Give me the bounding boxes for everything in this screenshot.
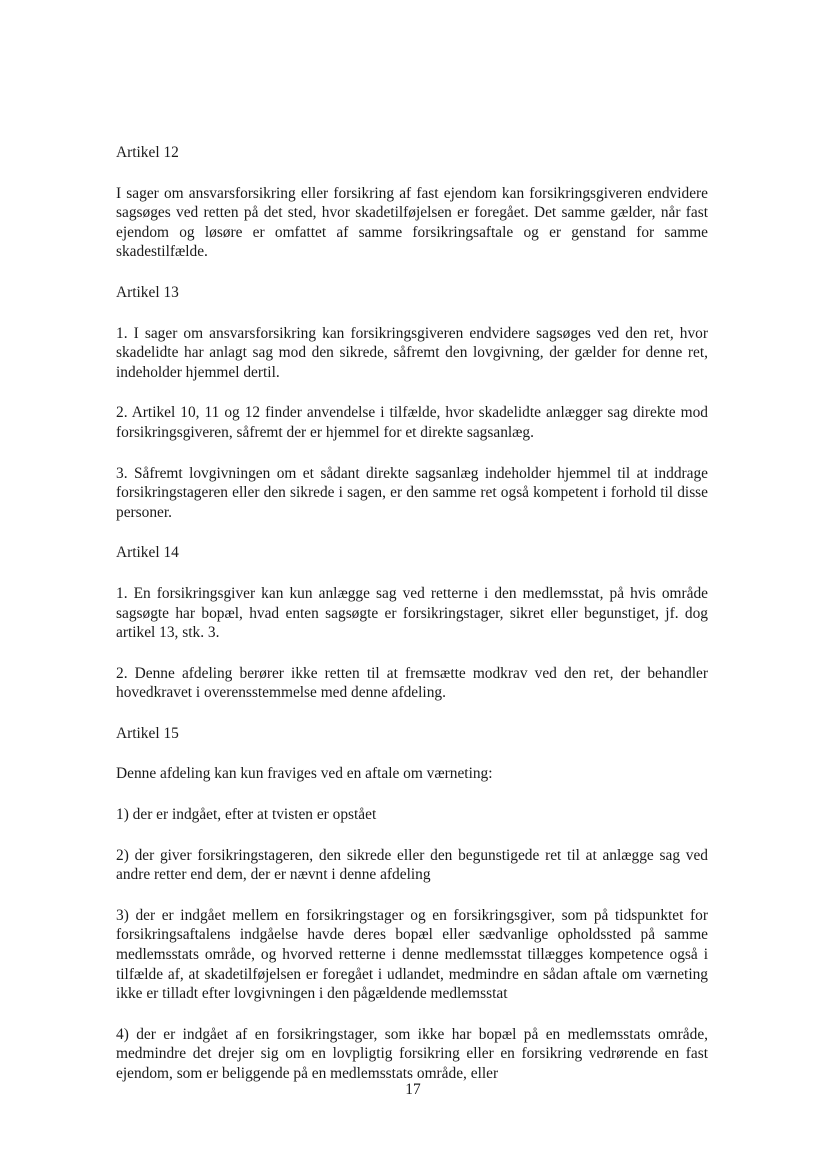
article-13-paragraph-1: 1. I sager om ansvarsforsikring kan forsikringsgiveren endvidere sagsøges ved den ret, hvor skadelidte har anlagt sag mod den sikrede, såfremt den lovgivning, der gælder for denne ret, indeholder hjemmel dertil. (116, 324, 708, 381)
article-15-intro: Denne afdeling kan kun fraviges ved en aftale om værneting: (116, 765, 493, 783)
page-number: 17 (405, 1081, 421, 1098)
article-15-item-1: 1) der er indgået, efter at tvisten er opstået (116, 806, 377, 824)
article-13-heading: Artikel 13 (116, 283, 179, 301)
article-13-paragraph-3: 3. Såfremt lovgivningen om et sådant direkte sagsanlæg indeholder hjemmel til at inddrage forsikringstageren eller den sikrede i sagen, er den samme ret også kompetent i forhold til disse personer. (116, 464, 708, 521)
article-12-paragraph: I sager om ansvarsforsikring eller forsikring af fast ejendom kan forsikringsgiveren endvidere sagsøges ved retten på det sted, hvor skadetilføjelsen er foregået. Det samme gælder, når fast ejendom og løsøre er omfattet af samme forsikringsaftale og er genstand for samme skadestilfælde. (116, 184, 708, 261)
article-14-heading: Artikel 14 (116, 544, 179, 562)
article-13-paragraph-2: 2. Artikel 10, 11 og 12 finder anvendelse i tilfælde, hvor skadelidte anlægger sag direkte mod forsikringsgiveren, såfremt der er hjemmel for et direkte sagsanlæg. (116, 404, 708, 441)
article-14-paragraph-1: 1. En forsikringsgiver kan kun anlægge sag ved retterne i den medlemsstat, på hvis område sagsøgte har bopæl, hvad enten sagsøgte er forsikringstager, sikret eller begunstiget, jf. dog artikel 13, stk. 3. (116, 584, 708, 642)
article-15-item-3: 3) der er indgået mellem en forsikringstager og en forsikringsgiver, som på tidspunktet for forsikringsaftalens indgåelse havde deres bopæl eller sædvanlige opholdssted på samme medlemsstats område, og hvorved retterne i denne medlemsstat tillægges kompetence også i tilfælde af, at skadetilføjelsen er foregået i udlandet, medmindre en sådan aftale om værneting ikke er tilladt efter lovgivningen i den pågældende medlemsstat (116, 906, 708, 1003)
article-15-heading: Artikel 15 (116, 724, 179, 742)
article-15-item-2: 2) der giver forsikringstageren, den sikrede eller den begunstigede ret til at anlægge sag ved andre retter end dem, der er nævnt i denne afdeling (116, 846, 708, 884)
article-15-item-4: 4) der er indgået af en forsikringstager, som ikke har bopæl på en medlemsstats område, medmindre det drejer sig om en lovpligtig forsikring eller en forsikring vedrørende en fast ejendom, som er beliggende på en medlemsstats område, eller (116, 1025, 708, 1082)
article-14-paragraph-2: 2. Denne afdeling berører ikke retten til at fremsætte modkrav ved den ret, der behandler hovedkravet i overensstemmelse med denne afdeling. (116, 664, 708, 702)
article-12-heading: Artikel 12 (116, 144, 179, 161)
document-body (116, 143, 708, 1084)
